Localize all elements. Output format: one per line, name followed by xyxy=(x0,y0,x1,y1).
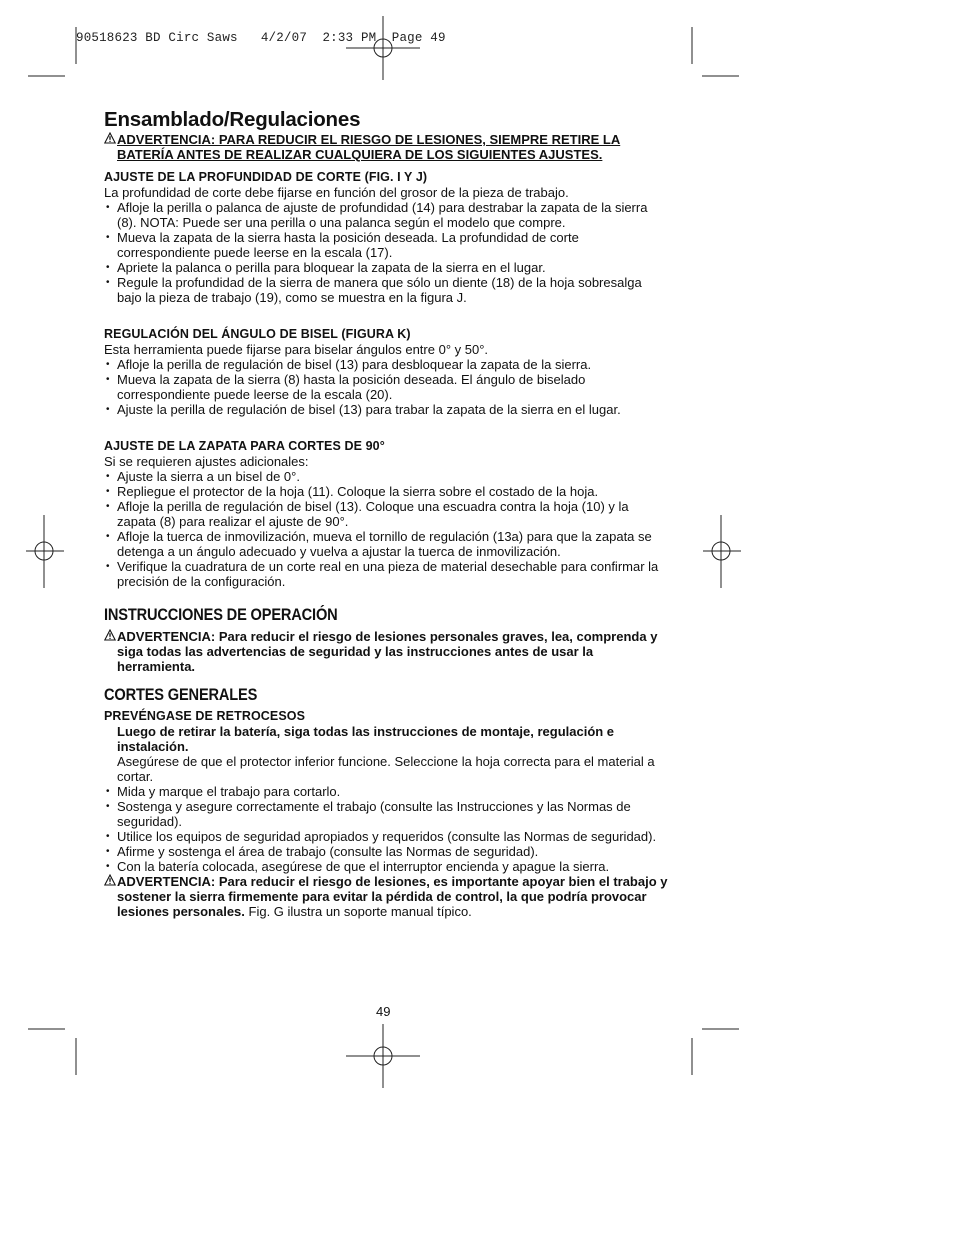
general-heading: CORTES GENERALES xyxy=(104,685,258,704)
kickback-bold-note: Luego de retirar la batería, siga todas las instrucciones de montaje, regulación e instalación. xyxy=(117,724,615,754)
bevel-heading: REGULACIÓN DEL ÁNGULO DE BISEL (FIGURA K) xyxy=(104,327,411,341)
operation-warning-text: ADVERTENCIA: Para reducir el riesgo de lesiones personales graves, lea, comprenda y siga todas las advertencias de seguridad y las instrucciones antes de usar la herramienta. xyxy=(117,629,658,674)
print-slug: 90518623 BD Circ Saws 4/2/07 2:33 PM Page 49 xyxy=(76,31,446,45)
general-list xyxy=(104,784,669,874)
page-title: Ensamblado/Regulaciones xyxy=(104,108,361,131)
registration-mark-right xyxy=(703,515,741,588)
depth-intro: La profundidad de corte debe fijarse en función del grosor de la pieza de trabajo. xyxy=(104,185,569,200)
list-item: • Mida y marque el trabajo para cortarlo. xyxy=(104,784,669,799)
list-item: • Sostenga y asegure correctamente el trabajo (consulte las Instrucciones y las Normas de seguridad). xyxy=(104,799,669,829)
list-item: • Verifique la cuadratura de un corte real en una pieza de material desechable para confirmar la precisión de la configuración. xyxy=(104,559,669,589)
page-number: 49 xyxy=(376,1004,391,1019)
bevel-intro: Esta herramienta puede fijarse para biselar ángulos entre 0° y 50°. xyxy=(104,342,489,357)
list-item: • Utilice los equipos de seguridad apropiados y requeridos (consulte las Normas de seguridad). xyxy=(104,829,669,844)
list-item: • Afloje la perilla de regulación de bisel (13). Coloque una escuadra contra la hoja (10) y la zapata (8) para realizar el ajuste de 90°. xyxy=(104,499,669,529)
final-warning-rest: Fig. G ilustra un soporte manual típico. xyxy=(244,904,472,919)
list-item: • Afirme y sostenga el área de trabajo (consulte las Normas de seguridad). xyxy=(104,844,669,859)
page-content xyxy=(104,108,669,919)
list-item: • Apriete la palanca o perilla para bloquear la zapata de la sierra en el lugar. xyxy=(104,260,669,275)
bevel-list xyxy=(104,357,669,417)
depth-list xyxy=(104,200,669,305)
final-warning xyxy=(104,874,669,919)
warning-main-text: ADVERTENCIA: PARA REDUCIR EL RIESGO DE LESIONES, SIEMPRE RETIRE LA BATERÍA ANTES DE REALIZAR CUALQUIERA DE LOS SIGUIENTES AJUSTES. xyxy=(117,132,621,162)
shoe-list xyxy=(104,469,669,589)
list-item: • Repliegue el protector de la hoja (11). Coloque la sierra sobre el costado de la hoja. xyxy=(104,484,669,499)
final-warning-bold: ADVERTENCIA: Para reducir el riesgo de lesiones, es importante apoyar bien el trabajo y sostener la sierra firmemente para evitar la pérdida de control, la que podría provocar lesiones personales. xyxy=(117,874,668,919)
list-item: • Con la batería colocada, asegúrese de que el interruptor encienda y apague la sierra. xyxy=(104,859,669,874)
list-item: • Ajuste la perilla de regulación de bisel (13) para trabar la zapata de la sierra en el lugar. xyxy=(104,402,669,417)
depth-heading: AJUSTE DE LA PROFUNDIDAD DE CORTE (FIG. I Y J) xyxy=(104,170,428,184)
shoe-intro: Si se requieren ajustes adicionales: xyxy=(104,454,309,469)
warning-triangle-icon xyxy=(104,629,116,641)
registration-mark-left xyxy=(26,515,64,588)
registration-mark-bottom xyxy=(346,1024,420,1088)
warning-triangle-icon xyxy=(104,132,116,144)
warning-triangle-icon xyxy=(104,874,116,886)
list-item: • Regule la profundidad de la sierra de manera que sólo un diente (18) de la hoja sobresalga bajo la pieza de trabajo (19), como se muestra en la figura J. xyxy=(104,275,669,305)
shoe-heading: AJUSTE DE LA ZAPATA PARA CORTES DE 90° xyxy=(104,439,385,453)
operation-heading: INSTRUCCIONES DE OPERACIÓN xyxy=(104,605,338,624)
kickback-heading: PREVÉNGASE DE RETROCESOS xyxy=(104,709,306,723)
list-item: • Afloje la perilla o palanca de ajuste de profundidad (14) para destrabar la zapata de la sierra (8). NOTA: Puede ser una perilla o una palanca según el modelo que compre. xyxy=(104,200,669,230)
operation-warning xyxy=(104,629,669,674)
list-item: • Afloje la perilla de regulación de bisel (13) para desbloquear la zapata de la sierra. xyxy=(104,357,669,372)
list-item: • Ajuste la sierra a un bisel de 0°. xyxy=(104,469,669,484)
registration-mark-top xyxy=(346,16,420,80)
kickback-note: Asegúrese de que el protector inferior funcione. Seleccione la hoja correcta para el material a cortar. xyxy=(117,754,655,784)
list-item: • Afloje la tuerca de inmovilización, mueva el tornillo de regulación (13a) para que la zapata se detenga a un ángulo adecuado y vuelva a ajustar la tuerca de inmovilización. xyxy=(104,529,669,559)
warning-main xyxy=(104,132,669,162)
list-item: • Mueva la zapata de la sierra (8) hasta la posición deseada. El ángulo de biselado correspondiente puede leerse de la escala (20). xyxy=(104,372,669,402)
list-item: • Mueva la zapata de la sierra hasta la posición deseada. La profundidad de corte correspondiente puede leerse en la escala (17). xyxy=(104,230,669,260)
